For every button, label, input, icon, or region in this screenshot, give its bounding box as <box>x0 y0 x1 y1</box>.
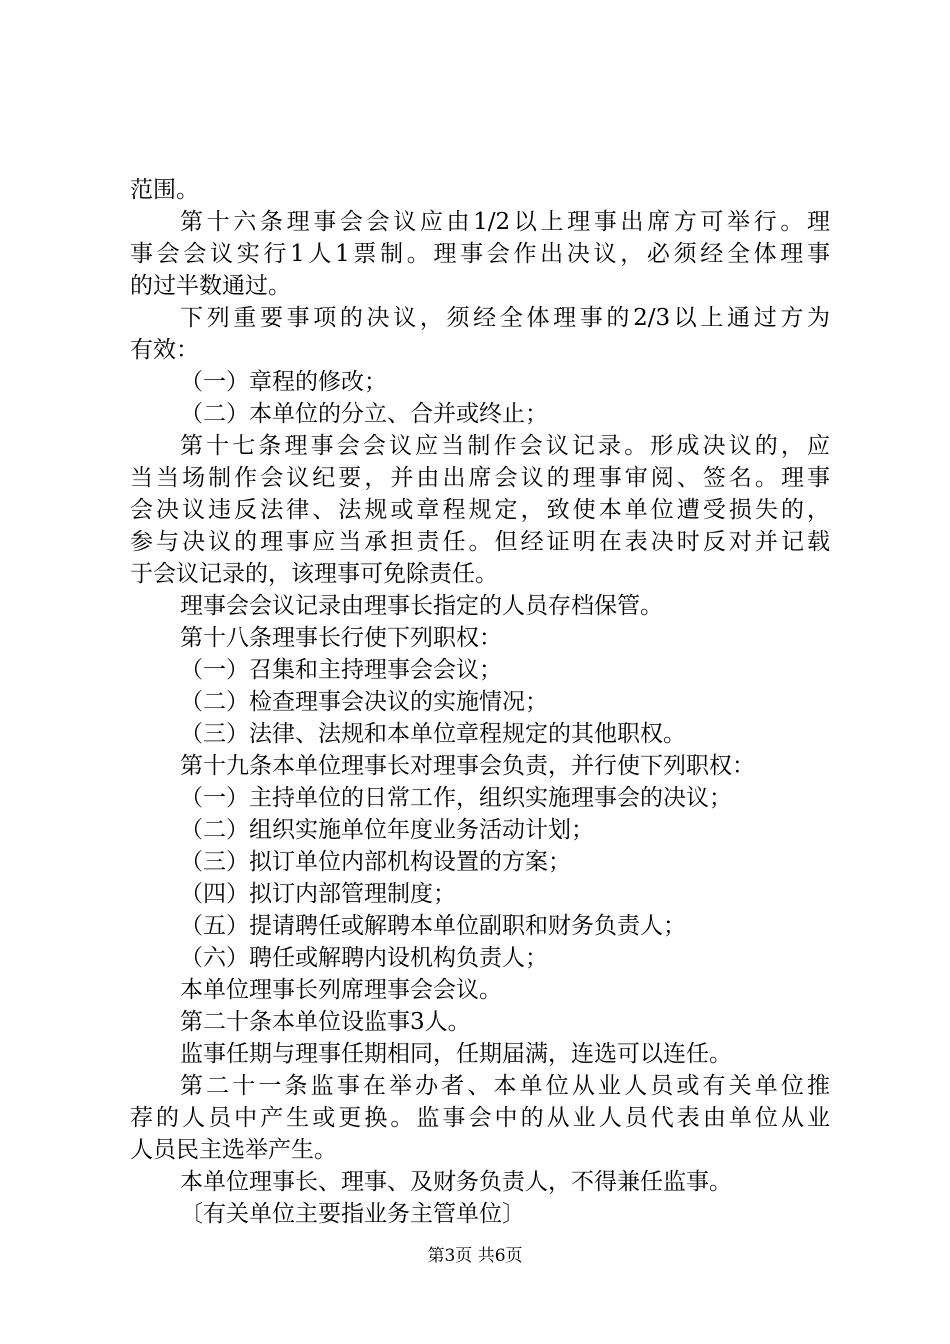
text-line: 第十九条本单位理事长对理事会负责，并行使下列职权： <box>180 753 755 779</box>
document-body <box>130 174 830 1230</box>
text-line: （一）召集和主持理事会会议； <box>180 657 502 683</box>
text-line: （一）主持单位的日常工作，组织实施理事会的决议； <box>180 785 732 811</box>
text-line: 会决议违反法律、法规或章程规定，致使本单位遭受损失的， <box>130 497 830 523</box>
text-line: 第十六条理事会会议应由1/2以上理事出席方可举行。理 <box>180 209 830 235</box>
text-line: 第十八条理事长行使下列职权： <box>180 625 502 651</box>
page-footer: 第3页 共6页 <box>427 1246 523 1266</box>
text-line: （六）聘任或解聘内设机构负责人； <box>180 945 548 971</box>
text-line: 〔有关单位主要指业务主管单位〕 <box>180 1201 525 1227</box>
text-line: 荐的人员中产生或更换。监事会中的从业人员代表由单位从业 <box>130 1105 830 1131</box>
text-line: （五）提请聘任或解聘本单位副职和财务负责人； <box>180 913 686 939</box>
text-line: 范围。 <box>130 177 199 203</box>
text-line: （一）章程的修改； <box>180 369 387 395</box>
text-line: 人员民主选举产生。 <box>130 1137 337 1163</box>
text-line: （三）拟订单位内部机构设置的方案； <box>180 849 571 875</box>
text-line: 理事会会议记录由理事长指定的人员存档保管。 <box>180 593 663 619</box>
text-line: 监事任期与理事任期相同，任期届满，连选可以连任。 <box>180 1041 732 1067</box>
text-line: 当当场制作会议纪要，并由出席会议的理事审阅、签名。理事 <box>130 465 830 491</box>
text-line: 第十七条理事会会议应当制作会议记录。形成决议的，应 <box>180 433 830 459</box>
text-line: 参与决议的理事应当承担责任。但经证明在表决时反对并记载 <box>130 529 830 555</box>
text-line: 本单位理事长列席理事会会议。 <box>180 977 502 1003</box>
text-line: 下列重要事项的决议，须经全体理事的2/3以上通过方为 <box>180 305 830 331</box>
text-line: （二）检查理事会决议的实施情况； <box>180 689 548 715</box>
text-line: （四）拟订内部管理制度； <box>180 881 456 907</box>
text-line: （三）法律、法规和本单位章程规定的其他职权。 <box>180 721 686 747</box>
text-line: 第二十条本单位设监事3人。 <box>180 1009 471 1035</box>
text-line: 有效： <box>130 337 199 363</box>
text-line: （二）本单位的分立、合并或终止； <box>180 401 548 427</box>
text-line: 事会会议实行1人1票制。理事会作出决议，必须经全体理事 <box>130 241 830 267</box>
text-line: 于会议记录的，该理事可免除责任。 <box>130 561 498 587</box>
text-line: 本单位理事长、理事、及财务负责人，不得兼任监事。 <box>180 1169 732 1195</box>
text-line: 的过半数通过。 <box>130 273 291 299</box>
text-line: （二）组织实施单位年度业务活动计划； <box>180 817 594 843</box>
text-line: 第二十一条监事在举办者、本单位从业人员或有关单位推 <box>180 1073 830 1099</box>
